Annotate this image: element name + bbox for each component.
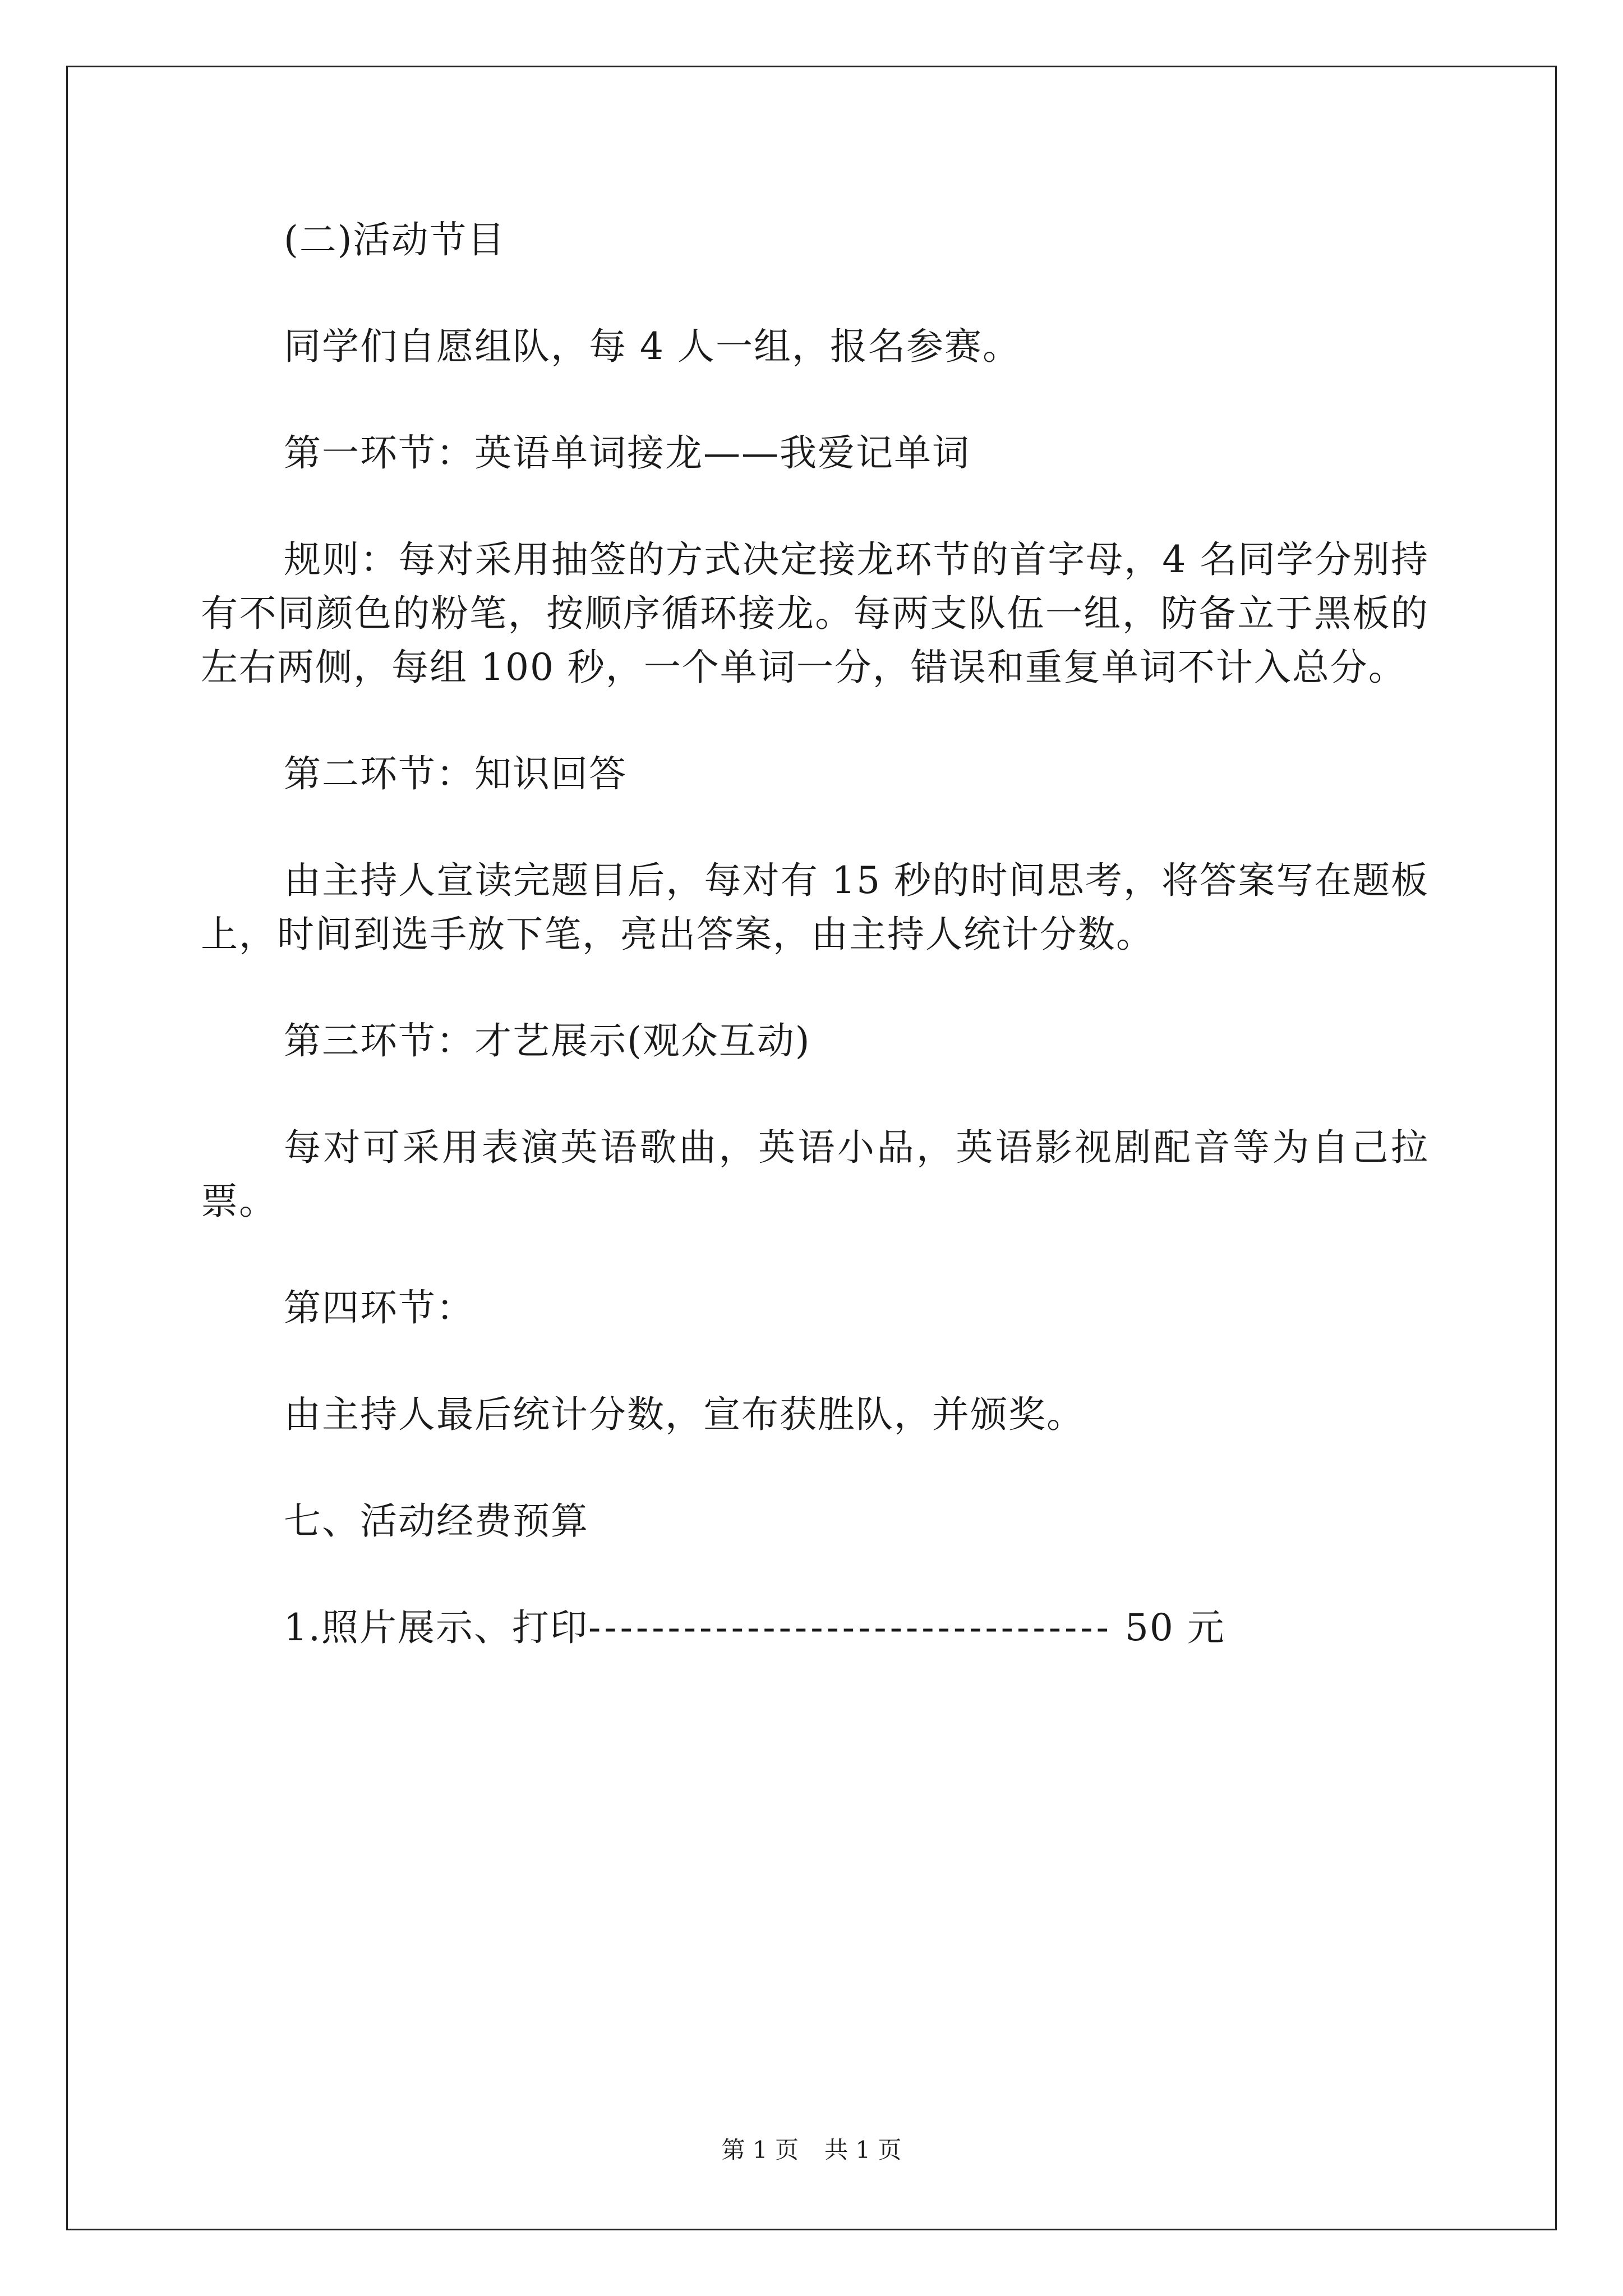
section-heading-program: (二)活动节目 xyxy=(284,218,506,261)
budget-item-leader: --------------------------------- xyxy=(588,1606,1112,1649)
budget-item-label: 1.照片展示、打印 xyxy=(284,1606,588,1649)
page-number-current: 第 1 页 xyxy=(721,2136,799,2164)
paragraph-round-one-rules: 规则：每对采用抽签的方式决定接龙环节的首字母，4 名同学分别持有不同颜色的粉笔，按顺序循环接龙。每两支队伍一组，防备立于黑板的左右两侧，每组 100 秒，一个单词一分，错误和重复单词不计入总分。 xyxy=(201,538,1429,689)
round-three-heading: 第三环节：才艺展示(观众互动) xyxy=(284,1019,811,1062)
paragraph-round-four-rules: 由主持人最后统计分数，宣布获胜队，并颁奖。 xyxy=(284,1393,1085,1436)
document-body xyxy=(201,213,1429,1655)
round-four-heading: 第四环节： xyxy=(284,1286,474,1329)
page-footer xyxy=(0,2136,1623,2164)
round-two-heading: 第二环节：知识回答 xyxy=(284,752,627,795)
paragraph-round-three-rules: 每对可采用表演英语歌曲，英语小品，英语影视剧配音等为自己拉票。 xyxy=(201,1126,1429,1223)
paragraph-round-two-rules: 由主持人宣读完题目后，每对有 15 秒的时间思考，将答案写在题板上，时间到选手放下笔，亮出答案，由主持人统计分数。 xyxy=(201,859,1429,956)
round-one-heading: 第一环节：英语单词接龙——我爱记单词 xyxy=(284,431,970,475)
budget-item xyxy=(201,1601,1429,1655)
paragraph-team-signup: 同学们自愿组队，每 4 人一组，报名参赛。 xyxy=(284,325,1021,368)
section-heading-budget: 七、活动经费预算 xyxy=(284,1499,589,1543)
budget-item-amount: 50 元 xyxy=(1124,1606,1225,1649)
page-number-total: 共 1 页 xyxy=(824,2136,902,2164)
